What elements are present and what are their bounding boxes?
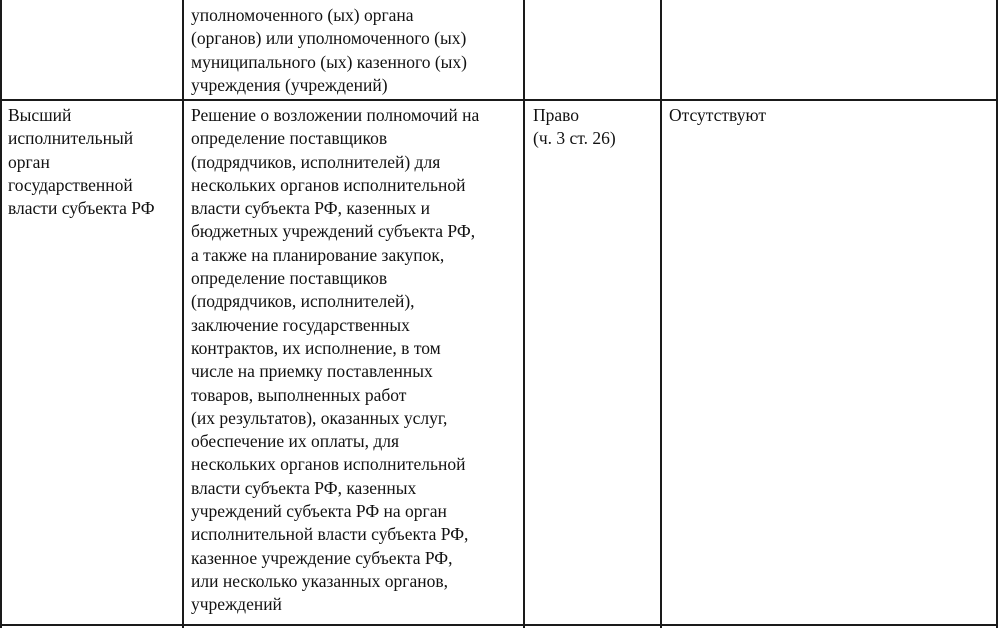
row-divider <box>0 99 998 101</box>
table-border-right <box>996 0 998 628</box>
table-cell-top-col2: уполномоченного (ых) органа (органов) или уполномоченного (ых) муниципального (ых) казенного (ых) учреждения (учреждений) <box>191 5 468 95</box>
column-divider-2 <box>523 0 525 628</box>
table-cell-subject: Высший исполнительный орган государственной власти субъекта РФ <box>8 105 155 219</box>
column-divider-3 <box>660 0 662 628</box>
table-cell-restrictions: Отсутствуют <box>669 105 766 125</box>
table-border-bottom <box>0 624 998 626</box>
column-divider-1 <box>182 0 184 628</box>
table-cell-right-type: Право (ч. 3 ст. 26) <box>533 105 616 149</box>
table-cell-description: Решение о возложении полномочий на определение поставщиков (подрядчиков, исполнителей) для нескольких органов исполнительной власти субъекта РФ, казенных и бюджетных учреждений субъекта РФ, а также на планирование закупок, определение поставщиков (подрядчиков, исполнителей), заключение государственных контрактов, их исполнение, в том числе на приемку поставленных товаров, выполненных работ (их результатов), оказанных услуг, обеспечение их оплаты, для нескольких органов исполнительной власти субъекта РФ, казенных учреждений субъекта РФ на орган исполнительной власти субъекта РФ, казенное учреждение субъекта РФ, или несколько указанных органов, учреждений <box>191 105 480 615</box>
table-border-left <box>0 0 2 628</box>
